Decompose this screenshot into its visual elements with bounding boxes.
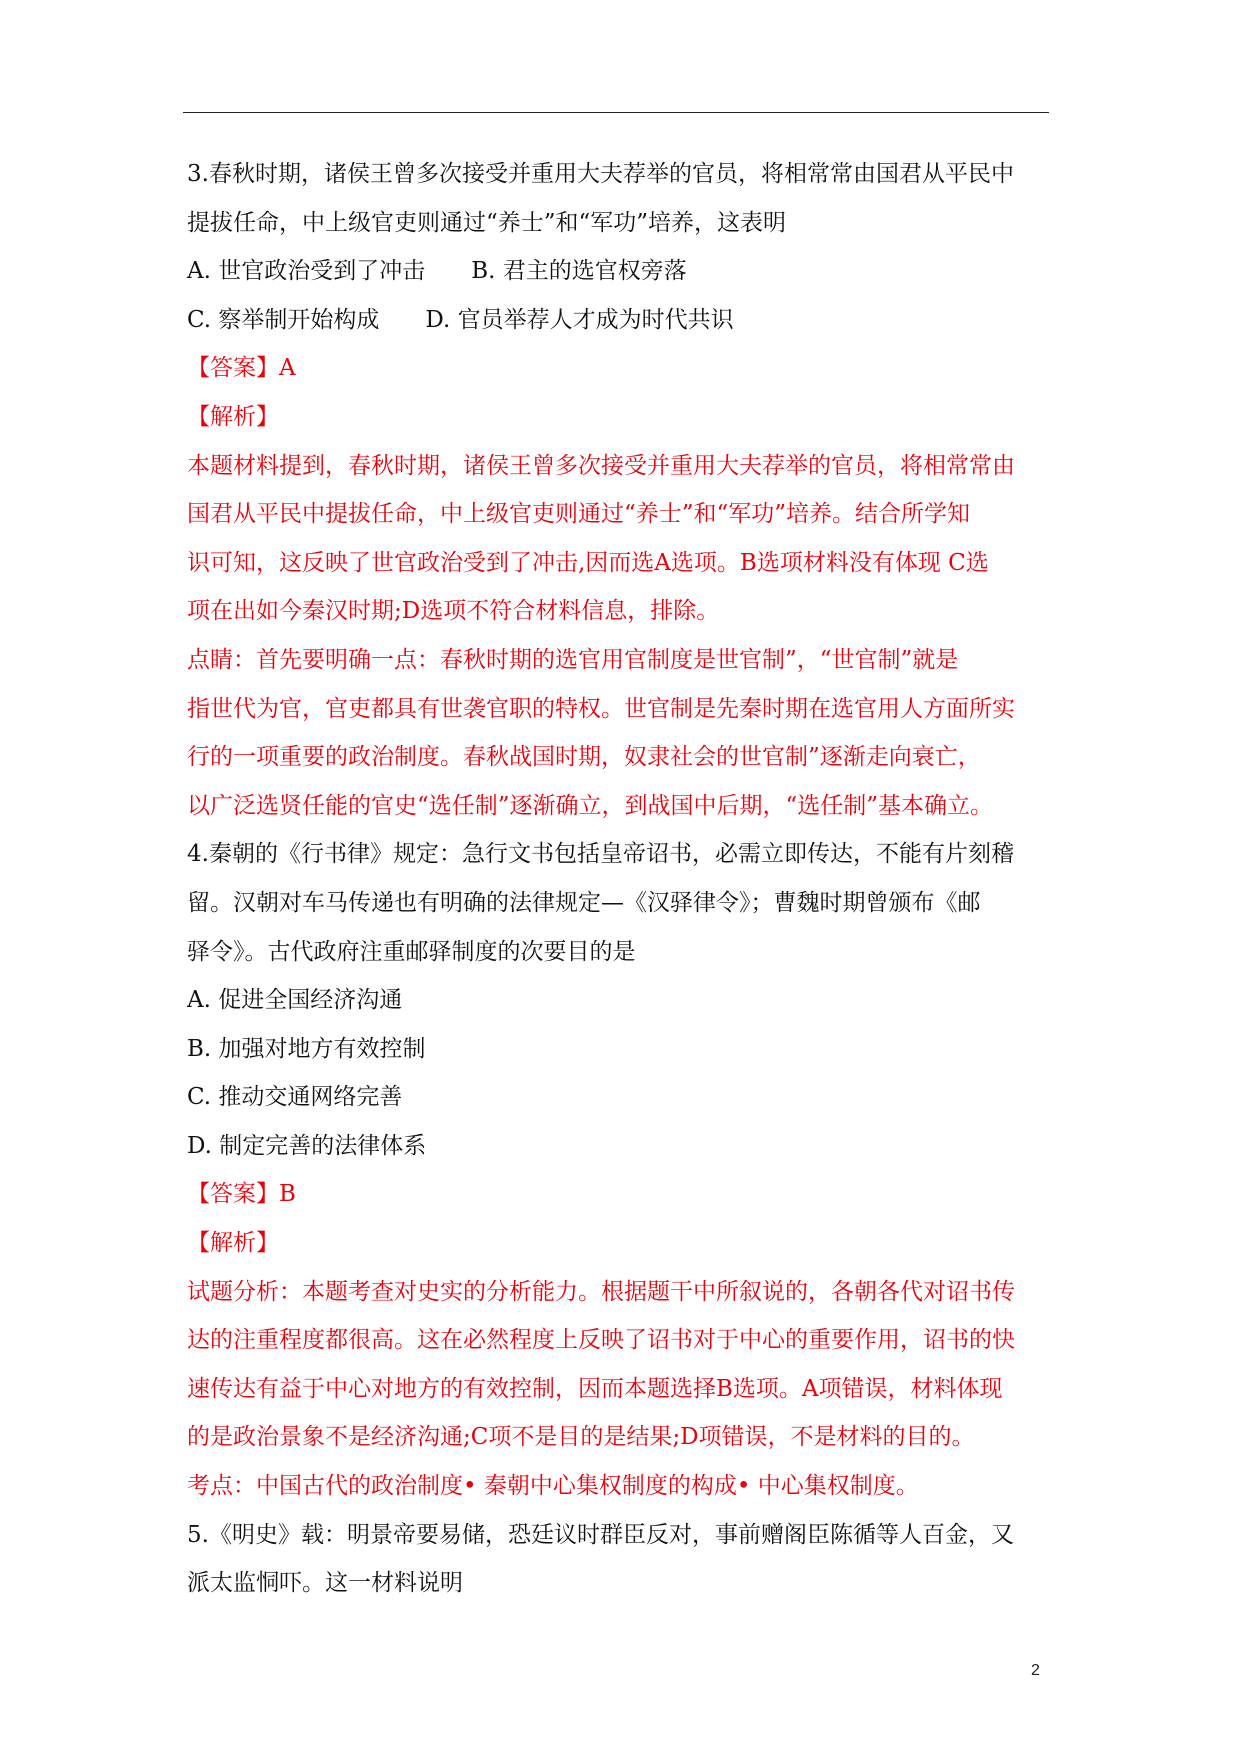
q5-stem-line-2: 派太监恫吓。这一材料说明 xyxy=(187,1570,463,1597)
q3-options-line-2: C. 察举制开始构成 D. 官员举荐人才成为时代共识 xyxy=(187,306,734,333)
header-rule xyxy=(183,112,1049,113)
answer-label: 【答案】 xyxy=(187,355,279,382)
q4-stem-line-2: 留。汉朝对车马传递也有明确的法律规定—《汉驿律令》；曹魏时期曾颁布《邮 xyxy=(187,889,981,916)
q4-analysis-line-3: 速传达有益于中心对地方的有效控制，因而本题选择B选项。A项错误，材料体现 xyxy=(187,1375,1003,1402)
q5-stem-line-1: 5.《明史》载：明景帝要易储，恐廷议时群臣反对，事前赠阁臣陈循等人百金，又 xyxy=(187,1521,1014,1548)
q4-option-b: B. 加强对地方有效控制 xyxy=(187,1035,426,1062)
q4-option-d: D. 制定完善的法律体系 xyxy=(187,1132,427,1159)
q3-analysis-line-6: 指世代为官，官吏都具有世袭官职的特权。世官制是先秦时期在选官用人方面所实 xyxy=(187,695,1015,722)
q4-analysis-line-1: 试题分析：本题考查对史实的分析能力。根据题干中所叙说的，各朝各代对诏书传 xyxy=(187,1278,1015,1305)
document-body xyxy=(187,150,1087,1608)
q4-analysis-label: 【解析】 xyxy=(187,1230,279,1257)
q3-analysis-line-7: 行的一项重要的政治制度。春秋战国时期，奴隶社会的世官制”逐渐走向衰亡， xyxy=(187,744,981,771)
page-number: 2 xyxy=(1031,1662,1040,1679)
q3-analysis-line-5: 点睛：首先要明确一点：春秋时期的选官用官制度是世官制”，“世官制”就是 xyxy=(187,646,959,673)
q4-option-a: A. 促进全国经济沟通 xyxy=(187,987,403,1014)
q4-analysis-line-4: 的是政治景象不是经济沟通;C项不是目的是结果;D项错误，不是材料的目的。 xyxy=(187,1424,975,1451)
q3-answer xyxy=(187,344,1087,393)
q3-analysis-line-4: 项在出如今秦汉时期;D选项不符合材料信息，排除。 xyxy=(187,598,720,625)
q3-analysis-line-3: 识可知，这反映了世官政治受到了冲击,因而选A选项。B选项材料没有体现 C选 xyxy=(187,549,989,576)
q3-analysis-line-2: 国君从平民中提拔任命，中上级官吏则通过“养士”和“军功”培养。结合所学知 xyxy=(187,501,971,528)
q3-analysis-line-1: 本题材料提到，春秋时期，诸侯王曾多次接受并重用大夫荐举的官员，将相常常由 xyxy=(187,452,1015,479)
q3-analysis-label: 【解析】 xyxy=(187,403,279,430)
answer-value: B xyxy=(279,1181,296,1208)
q4-option-c: C. 推动交通网络完善 xyxy=(187,1084,403,1111)
q3-stem-line-2: 提拔任命，中上级官吏则通过“养士”和“军功”培养，这表明 xyxy=(187,209,787,236)
q4-analysis-line-5: 考点：中国古代的政治制度• 秦朝中心集权制度的构成• 中心集权制度。 xyxy=(187,1473,919,1500)
answer-value: A xyxy=(279,355,296,382)
q3-stem-line-1: 3.春秋时期，诸侯王曾多次接受并重用大夫荐举的官员，将相常常由国君从平民中 xyxy=(187,161,1014,187)
q4-answer xyxy=(187,1170,1087,1219)
q4-stem-line-1: 4.秦朝的《行书律》规定：急行文书包括皇帝诏书，必需立即传达，不能有片刻稽 xyxy=(187,841,1014,868)
q3-analysis-line-8: 以广泛选贤任能的官史“选任制”逐渐确立，到战国中后期，“选任制”基本确立。 xyxy=(187,792,994,819)
answer-label: 【答案】 xyxy=(187,1181,279,1208)
q3-options-line-1: A. 世官政治受到了冲击 B. 君主的选官权旁落 xyxy=(187,258,687,285)
q4-stem-line-3: 驿令》。古代政府注重邮驿制度的次要目的是 xyxy=(187,938,636,965)
q4-analysis-line-2: 达的注重程度都很高。这在必然程度上反映了诏书对于中心的重要作用，诏书的快 xyxy=(187,1327,1015,1354)
